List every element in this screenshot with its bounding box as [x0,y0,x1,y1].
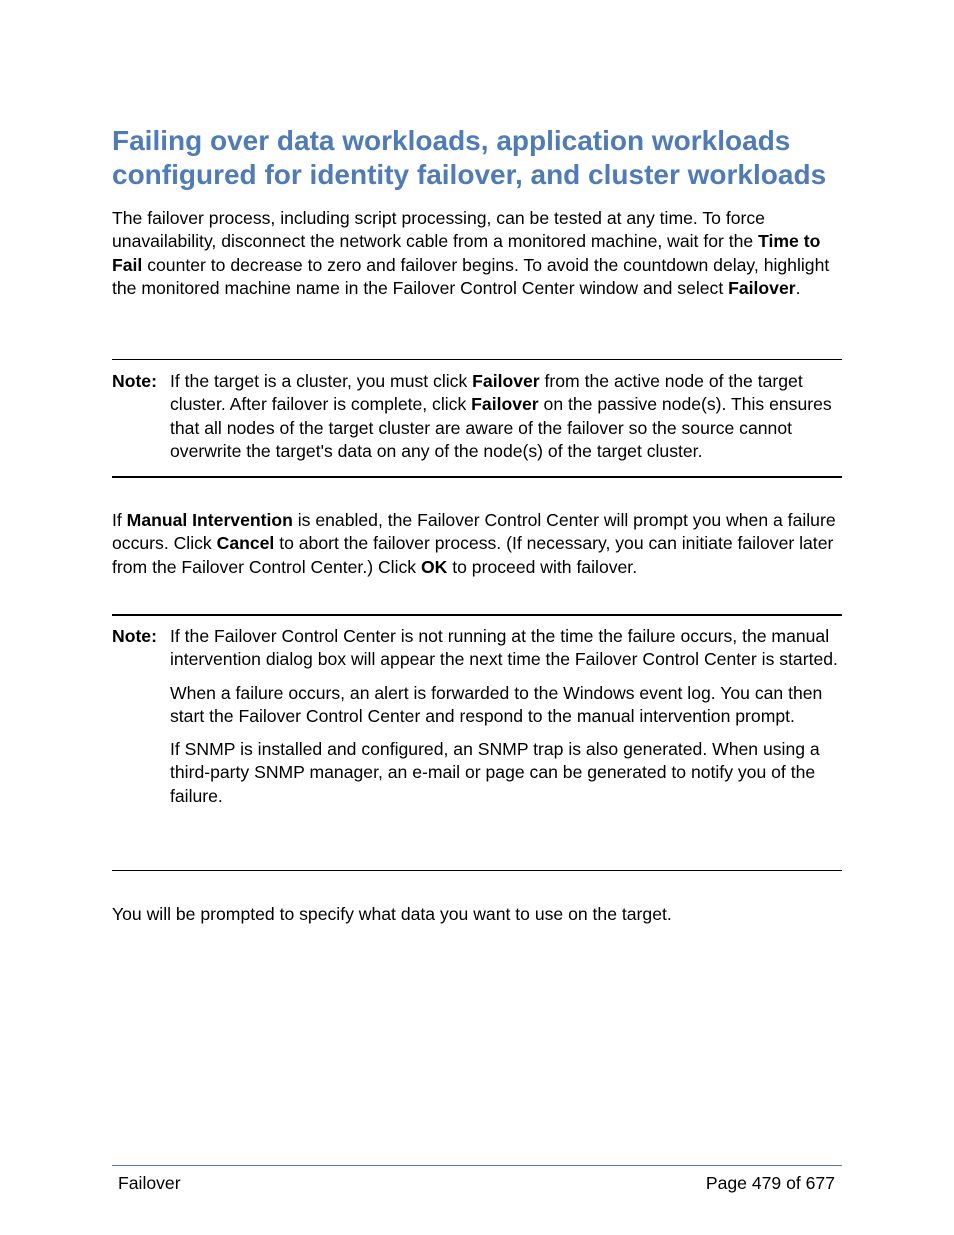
footer-section-name: Failover [118,1173,181,1193]
note2-top-rule [112,614,842,616]
note2-paragraph-1: If the Failover Control Center is not running at the time the failure occurs, the manual intervention dialog box will appear the next time the Failover Control Center is started. [170,626,838,670]
note1-text-3: on the passive node(s). This ensures that all nodes of the target cluster are aware of the failover so the source cannot overwrite the target's data on any of the node(s) of the target cluster. [170,394,832,461]
manual-text-1: If [112,510,127,530]
closing-paragraph [112,903,852,926]
footer-rule [112,1165,842,1166]
note1-bold-1: Failover [472,371,540,391]
document-page [112,0,842,1235]
note1-top-rule [112,359,842,360]
page-title: Failing over data workloads, application workloads configured for identity failover, and cluster workloads [112,125,827,190]
footer-page-number: Page 479 of 677 [705,1173,835,1193]
intro-bold-time-to-fail: Time to Fail [112,231,821,275]
manual-bold-ok: OK [420,556,448,577]
note1-body [170,370,846,463]
note1-bold-2: Failover [471,394,539,415]
intro-bold-failover: Failover [728,277,796,298]
note2-body [170,625,846,808]
note1-bottom-rule [112,476,842,478]
note2-label: Note: [112,626,157,646]
note2-paragraph-2: When a failure occurs, an alert is forwarded to the Windows event log. You can then start the Failover Control Center and respond to the manual intervention prompt. [170,682,823,726]
manual-text-4: to proceed with failover. [447,556,638,577]
manual-intervention-paragraph [112,509,852,579]
note2-bottom-rule [112,870,842,871]
intro-paragraph [112,207,852,300]
manual-text-3: to abort the failover process. (If necessary, you can initiate failover later from the Failover Control Center.) Click [112,533,834,577]
intro-text-2: counter to decrease to zero and failover begins. To avoid the countdown delay, highlight the monitored machine name in the Failover Control Center window and select [112,254,830,298]
intro-text-3: . [795,277,801,298]
manual-bold-cancel: Cancel [216,533,275,554]
closing-text: You will be prompted to specify what data you want to use on the target. [112,904,672,924]
note1-label: Note: [112,371,157,391]
manual-text-2: is enabled, the Failover Control Center will prompt you when a failure occurs. Click [112,510,836,554]
note1-text-2: from the active node of the target cluster. After failover is complete, click [170,371,803,415]
note2-paragraph-3: If SNMP is installed and configured, an SNMP trap is also generated. When using a third-party SNMP manager, an e-mail or page can be generated to notify you of the failure. [170,739,820,806]
note1-text-1: If the target is a cluster, you must click [170,371,473,391]
intro-text-1: The failover process, including script processing, can be tested at any time. To force unavailability, disconnect the network cable from a monitored machine, wait for the [112,208,765,252]
manual-bold-manual-intervention: Manual Intervention [126,510,293,530]
